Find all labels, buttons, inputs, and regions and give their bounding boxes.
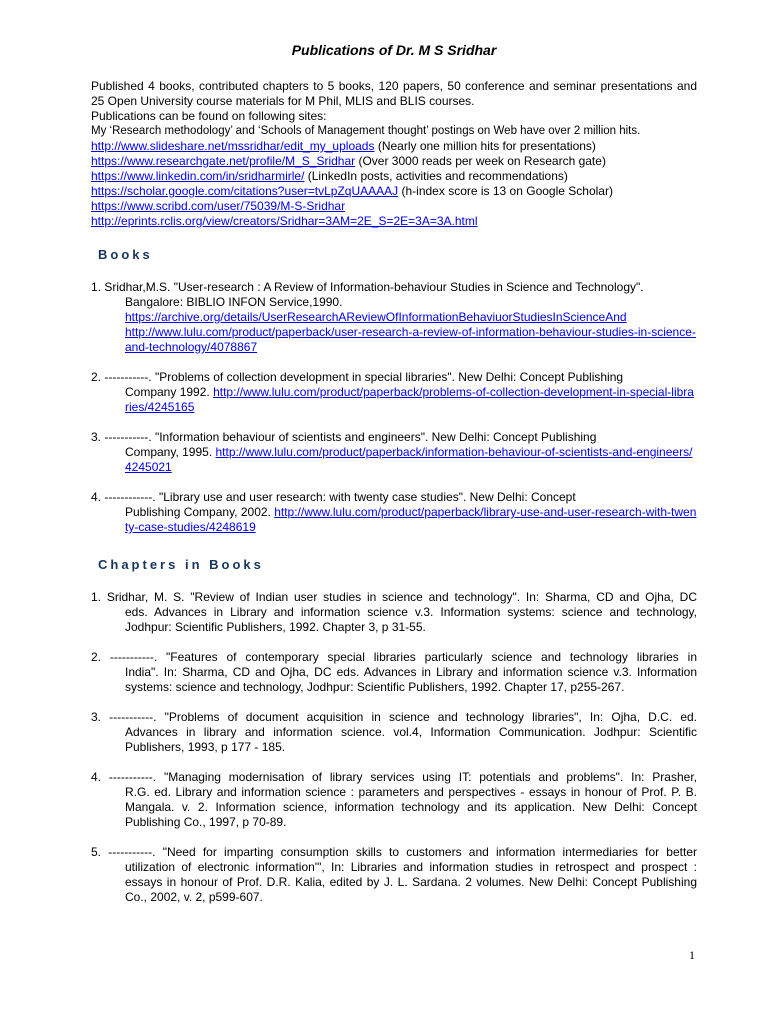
book-publisher: Company, 1995.: [125, 445, 216, 459]
chapter-line: 4. -----------. "Managing modernisation of library services using IT: potentials and problems". In: Prasher,: [91, 770, 697, 784]
book-line: 3. -----------. "Information behaviour of scientists and engineers". New Delhi: Concept Publishing: [91, 430, 597, 444]
intro-paragraph: Published 4 books, contributed chapters to 5 books, 120 papers, 50 conference and seminar presentations and 25 Open University course materials for M Phil, MLIS and BLIS courses.: [91, 79, 697, 108]
chapter-details: R.G. ed. Library and information science : parameters and perspectives - essays in honour of Prof. P. B. Mangala. v. 2. Information science, information technology and its application. New Delhi: Concept Publishing Co., 1997, p 70-89.: [125, 785, 697, 829]
site-line: [91, 154, 697, 169]
chapter-details: Advances in library and information science. vol.4, Information Communication. Jodhpur: Scientific Publishers, 1993, p 177 - 185.: [125, 725, 697, 754]
site-link[interactable]: http://eprints.rclis.org/view/creators/Sridhar=3AM=2E_S=2E=3A=3A.html: [91, 214, 478, 228]
chapter-entry: [91, 710, 697, 755]
chapters-list: [91, 590, 697, 905]
chapter-line: 1. Sridhar, M. S. "Review of Indian user studies in science and technology". In: Sharma, CD and Ojha, DC: [91, 590, 697, 604]
site-link[interactable]: https://www.scribd.com/user/75039/M-S-Sridhar: [91, 199, 346, 213]
chapter-details: eds. Advances in Library and information science v.3. Information systems: science and technology, Jodhpur: Scientific Publishers, 1992. Chapter 3, p 31-55.: [125, 605, 697, 634]
site-link[interactable]: https://www.linkedin.com/in/sridharmirle/: [91, 169, 305, 183]
book-link[interactable]: http://www.lulu.com/product/paperback/problems-of-collection-development-in-special-libraries/4245165: [125, 385, 694, 414]
sites-note: My ‘Research methodology’ and ‘Schools of Management thought’ postings on Web have over 2 million hits.: [91, 125, 641, 137]
site-line: [91, 214, 697, 229]
chapter-line: 2. -----------. "Features of contemporary special libraries particularly science and technology libraries in: [91, 650, 697, 664]
book-publisher: Publishing Company, 2002.: [125, 505, 275, 519]
sites-heading: Publications can be found on following sites:: [91, 109, 327, 123]
book-link[interactable]: http://www.lulu.com/product/paperback/user-research-a-review-of-information-behaviour-studies-in-science-and-technology/4078867: [125, 325, 696, 354]
book-entry: [91, 430, 697, 475]
chapter-details: utilization of electronic information'", In: Libraries and information studies in retrospect and prospect : essays in honour of Prof. D.R. Kalia, edited by J. L. Sardana. 2 volumes. New Delhi: Concept Publishing Co., 2002, v. 2, p599-607.: [125, 860, 697, 904]
site-note: (LinkedIn posts, activities and recommendations): [304, 169, 568, 183]
site-line: [91, 169, 697, 184]
site-link[interactable]: https://www.researchgate.net/profile/M_S_Sridhar: [91, 154, 356, 168]
book-line: 1. Sridhar,M.S. "User-research : A Review of Information-behaviour Studies in Science and Technology".: [91, 280, 644, 294]
site-line: [91, 199, 697, 214]
book-line: 2. -----------. "Problems of collection development in special libraries". New Delhi: Concept Publishing: [91, 370, 624, 384]
site-link[interactable]: http://www.slideshare.net/mssridhar/edit_my_uploads: [91, 139, 375, 153]
site-line: [91, 139, 697, 154]
book-entry: [91, 490, 697, 535]
book-details: [125, 385, 697, 415]
book-publisher: Bangalore: BIBLIO INFON Service,1990.: [125, 295, 343, 309]
site-line: [91, 184, 697, 199]
site-note: (Over 3000 reads per week on Research gate): [355, 154, 606, 168]
chapter-entry: [91, 590, 697, 635]
chapter-line: 3. -----------. "Problems of document acquisition in science and technology libraries", In: Ojha, D.C. ed.: [91, 710, 697, 724]
books-heading: Books: [98, 247, 153, 262]
chapter-details: India". In: Sharma, CD and Ojha, DC eds. Advances in Library and information science v.3. Information systems: science and technology, Jodhpur: Scientific Publishers, 1992. Chapter 17, p255-267.: [125, 665, 697, 694]
chapter-line: 5. -----------. "Need for imparting consumption skills to customers and information intermediaries for better: [91, 845, 697, 859]
books-list: [91, 280, 697, 535]
book-link[interactable]: https://archive.org/details/UserResearchAReviewOfInformationBehaviuorStudiesInScienceAnd: [125, 310, 627, 324]
chapters-heading: Chapters in Books: [98, 557, 264, 572]
page-title: Publications of Dr. M S Sridhar: [291, 42, 497, 58]
book-details: [125, 445, 697, 475]
document-page: [91, 42, 697, 920]
book-entry: [91, 370, 697, 415]
site-note: (h-index score is 13 on Google Scholar): [398, 184, 613, 198]
site-link[interactable]: https://scholar.google.com/citations?user=tvLpZqUAAAAJ: [91, 184, 399, 198]
chapter-entry: [91, 770, 697, 830]
book-link[interactable]: http://www.lulu.com/product/paperback/library-use-and-user-research-with-twenty-case-studies/4248619: [125, 505, 697, 534]
book-details: [125, 505, 697, 535]
book-details: [125, 295, 697, 355]
chapter-entry: [91, 845, 697, 905]
book-entry: [91, 280, 697, 355]
sites-list: [91, 139, 697, 229]
book-publisher: Company 1992.: [125, 385, 214, 399]
sites-block: [91, 109, 697, 229]
site-note: (Nearly one million hits for presentations): [374, 139, 596, 153]
chapter-entry: [91, 650, 697, 695]
book-link[interactable]: http://www.lulu.com/product/paperback/information-behaviour-of-scientists-and-engineers/4245021: [125, 445, 693, 474]
page-number: 1: [689, 948, 695, 962]
book-line: 4. ------------. "Library use and user research: with twenty case studies". New Delhi: Concept: [91, 490, 576, 504]
